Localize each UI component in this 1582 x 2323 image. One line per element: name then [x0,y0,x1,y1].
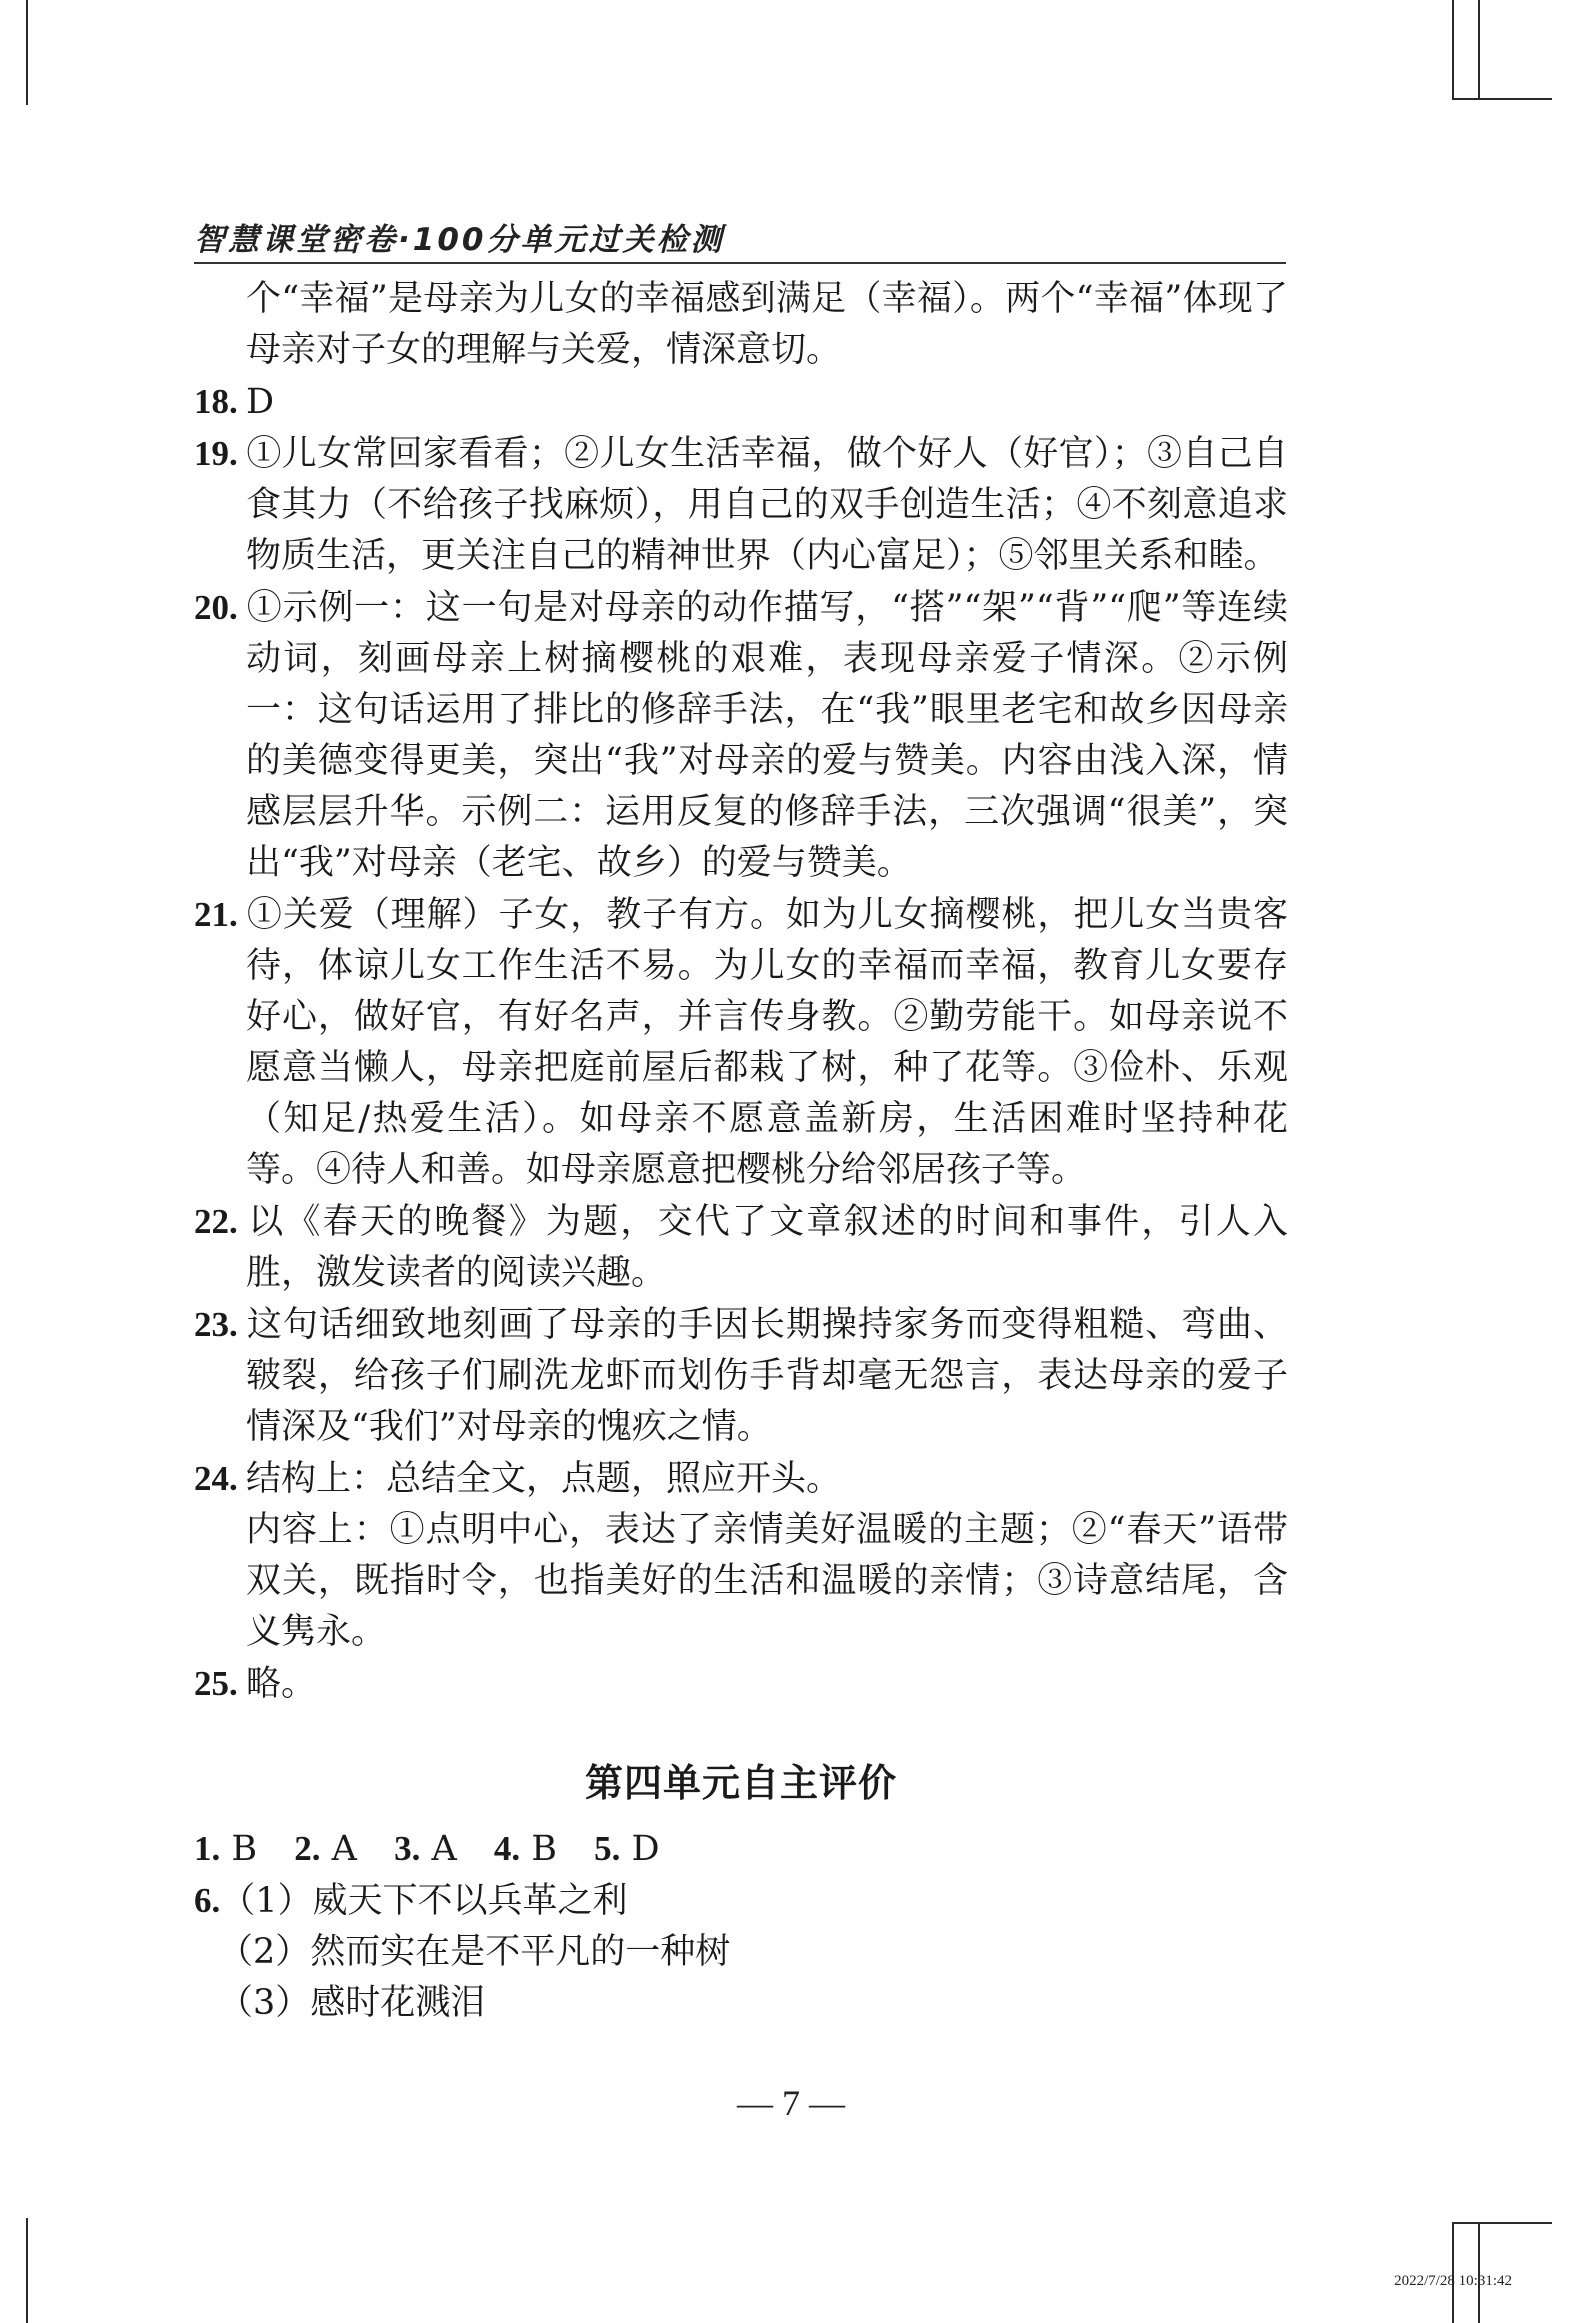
answer-22 [194,1196,1288,1299]
mc-choice: A [431,1829,457,1869]
answer-text: D [246,382,275,422]
answer-number: 18. [194,382,238,421]
continued-answer-text: 个“幸福”是母亲为儿女的幸福感到满足（幸福）。两个“幸福”体现了母亲对子女的理解与关爱，情深意切。 [246,279,1288,370]
answer-6-item-1: （1）威天下不以兵革之利 [220,1881,628,1921]
answer-number: 23. [194,1305,238,1344]
answer-24-content: 内容上：①点明中心，表达了亲情美好温暖的主题；②“春天”语带双关，既指时令，也指美好的生活和温暖的亲情；③诗意结尾，含义隽永。 [246,1510,1288,1652]
mc-number: 2. [294,1829,321,1868]
answer-number: 20. [194,588,238,627]
answer-text: ①示例一：这一句是对母亲的动作描写，“搭”“架”“背”“爬”等连续动词，刻画母亲上树摘樱桃的艰难，表现母亲爱子情深。②示例一：这句话运用了排比的修辞手法，在“我”眼里老宅和故乡因母亲的美德变得更美，突出“我”对母亲的爱与赞美。内容由浅入深，情感层层升华。示例二：运用反复的修辞手法，三次强调“很美”，突出“我”对母亲（老宅、故乡）的爱与赞美。 [246,588,1288,883]
answer-text: 这句话细致地刻画了母亲的手因长期操持家务而变得粗糙、弯曲、皲裂，给孩子们刷洗龙虾而划伤手背却毫无怨言，表达母亲的爱子情深及“我们”对母亲的愧疚之情。 [246,1305,1288,1447]
answer-19 [194,428,1288,582]
answer-number: 25. [194,1664,238,1703]
answer-20 [194,582,1288,889]
answer-text: 结构上：总结全文，点题，照应开头。 [246,1459,842,1499]
running-header: 智慧课堂密卷·100分单元过关检测 [194,222,725,258]
mc-choice: D [631,1829,660,1869]
answer-text: ①关爱（理解）子女，教子有方。如为儿女摘樱桃，把儿女当贵客待，体谅儿女工作生活不易。为儿女的幸福而幸福，教育儿女要存好心，做好官，有好名声，并言传身教。②勤劳能干。如母亲说不愿意当懒人，母亲把庭前屋后都栽了树，种了花等。③俭朴、乐观（知足/热爱生活）。如母亲不愿意盖新房，生活困难时坚持种花等。④待人和善。如母亲愿意把樱桃分给邻居孩子等。 [246,895,1288,1190]
section-title: 第四单元自主评价 [584,1761,897,1805]
crop-mark-top-right-h [1452,98,1552,100]
answer-23 [194,1299,1288,1453]
crop-mark-bottom-left [26,2218,28,2323]
answer-text: 以《春天的晚餐》为题，交代了文章叙述的时间和事件，引人入胜，激发读者的阅读兴趣。 [246,1202,1288,1293]
mc-number: 1. [194,1829,221,1868]
mc-answer-4 [494,1829,557,1869]
crop-mark-top-right-v2 [1478,0,1480,100]
crop-mark-top-right-v1 [1452,0,1454,100]
answer-18 [194,376,1288,428]
page-number: — 7 — [737,2083,845,2123]
answer-content [194,272,1288,2029]
answer-6-item-2: （2）然而实在是不平凡的一种树 [218,1932,731,1972]
mc-answer-5 [594,1829,659,1869]
mc-answer-1 [194,1829,257,1869]
mc-answer-3 [394,1829,457,1869]
mc-choice: A [331,1829,357,1869]
header-rule [194,262,1286,264]
answer-6-item-3: （3）感时花溅泪 [218,1983,486,2023]
answer-6 [194,1875,1288,1927]
multiple-choice-answers [194,1823,1288,1875]
crop-mark-bottom-right-h [1452,2222,1552,2224]
mc-number: 3. [394,1829,421,1868]
answer-text: 略。 [246,1664,317,1704]
answer-25 [194,1658,1288,1710]
answer-number: 6. [194,1881,221,1920]
answer-text: ①儿女常回家看看；②儿女生活幸福，做个好人（好官）；③自己自食其力（不给孩子找麻烦），用自己的双手创造生活；④不刻意追求物质生活，更关注自己的精神世界（内心富足）；⑤邻里关系和睦。 [246,434,1288,576]
mc-choice: B [531,1829,558,1869]
mc-number: 4. [493,1829,521,1868]
answer-24 [194,1453,1288,1505]
mc-choice: B [231,1829,258,1869]
mc-answer-2 [294,1829,357,1869]
answer-number: 22. [194,1202,238,1241]
answer-number: 19. [194,434,238,473]
crop-mark-top-left [26,0,28,105]
print-timestamp: 2022/7/28 10:31:42 [1394,2273,1512,2289]
answer-21 [194,889,1288,1196]
answer-number: 24. [194,1459,238,1498]
answer-number: 21. [194,895,238,934]
mc-number: 5. [594,1829,621,1868]
